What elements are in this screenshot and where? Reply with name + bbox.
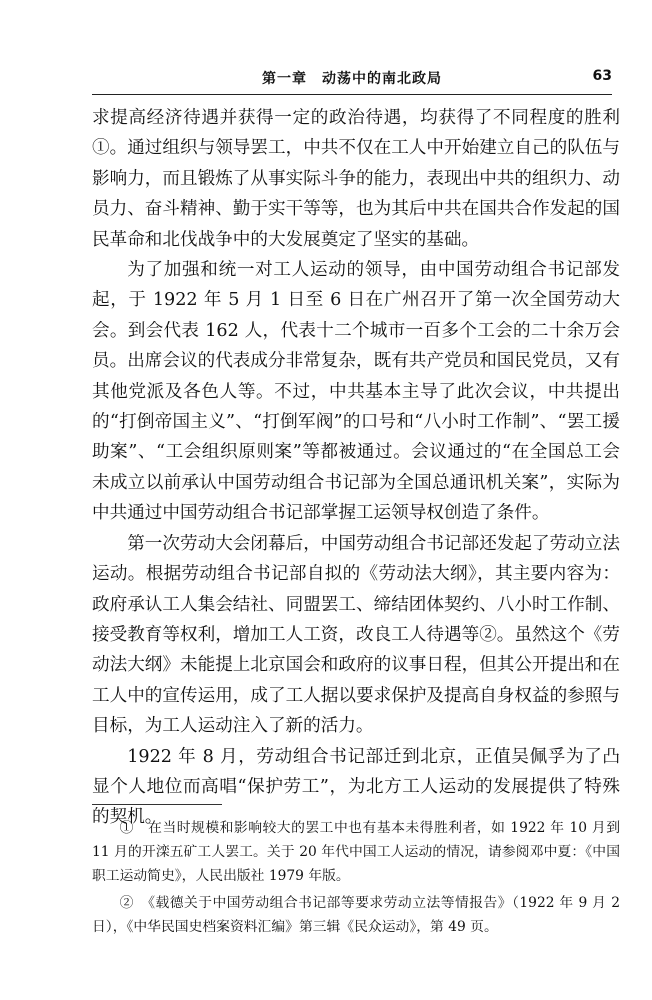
paragraph-1: 求提高经济待遇并获得一定的政治待遇，均获得了不同程度的胜利①。通过组织与领导罢工，中共不仅在工人中开始建立自己的队伍与影响力，而且锻炼了从事实际斗争的能力，表现出中共的组织力、动员力、奋斗精神、勤于实干等等，也为其后中共在国共合作发起的国民革命和北伐战争中的大发展奠定了坚实的基础。 (92, 108, 620, 250)
running-header (92, 66, 612, 90)
page-number: 63 (592, 68, 612, 84)
footnotes (92, 816, 620, 942)
body-text (92, 103, 620, 833)
paragraph-3: 第一次劳动大会闭幕后，中国劳动组合书记部还发起了劳动立法运动。根据劳动组合书记部自拟的《劳动法大纲》，其主要内容为：政府承认工人集会结社、同盟罢工、缔结团体契约、八小时工作制、接受教育等权利，增加工人工资，改良工人待遇等②。虽然这个《劳动法大纲》未能提上北京国会和政府的议事日程，但其公开提出和在工人中的宣传运用，成了工人据以要求保护及提高自身权益的参照与目标，为工人运动注入了新的活力。 (92, 533, 620, 737)
footnote-rule (92, 804, 222, 805)
header-rule (92, 94, 612, 95)
paragraph-2: 为了加强和统一对工人运动的领导，由中国劳动组合书记部发起，于 1922 年 5 月 1 日至 6 日在广州召开了第一次全国劳动大会。到会代表 162 人，代表十二个城市一百多个工会的二十余万会员。出席会议的代表成分非常复杂，既有共产党员和国民党员，又有其他党派及各色人等。不过，中共基本主导了此次会议，中共提出的“打倒帝国主义”、“打倒军阀”的口号和“八小时工作制”、“罢工援助案”、“工会组织原则案”等都被通过。会议通过的“在全国总工会未成立以前承认中国劳动组合书记部为全国总通讯机关案”，实际为中共通过中国劳动组合书记部掌握工运领导权创造了条件。 (92, 260, 620, 524)
paragraph-4: 1922 年 8 月，劳动组合书记部迁到北京，正值吴佩孚为了凸显个人地位而高唱“保护劳工”，为北方工人运动的发展提供了特殊的契机。 (92, 746, 620, 828)
footnote-1: ① 在当时规模和影响较大的罢工中也有基本未得胜利者，如 1922 年 10 月到 11 月的开滦五矿工人罢工。关于 20 年代中国工人运动的情况，请参阅邓中夏：《中国职工运动简史》，人民出版社 1979 年版。 (92, 820, 620, 884)
footnote-2: ② 《载德关于中国劳动组合书记部等要求劳动立法等情报告》（1922 年 9 月 2 日），《中华民国史档案资料汇编》第三辑《民众运动》，第 49 页。 (92, 895, 620, 935)
chapter-title: 第一章 动荡中的南北政局 (262, 71, 442, 87)
